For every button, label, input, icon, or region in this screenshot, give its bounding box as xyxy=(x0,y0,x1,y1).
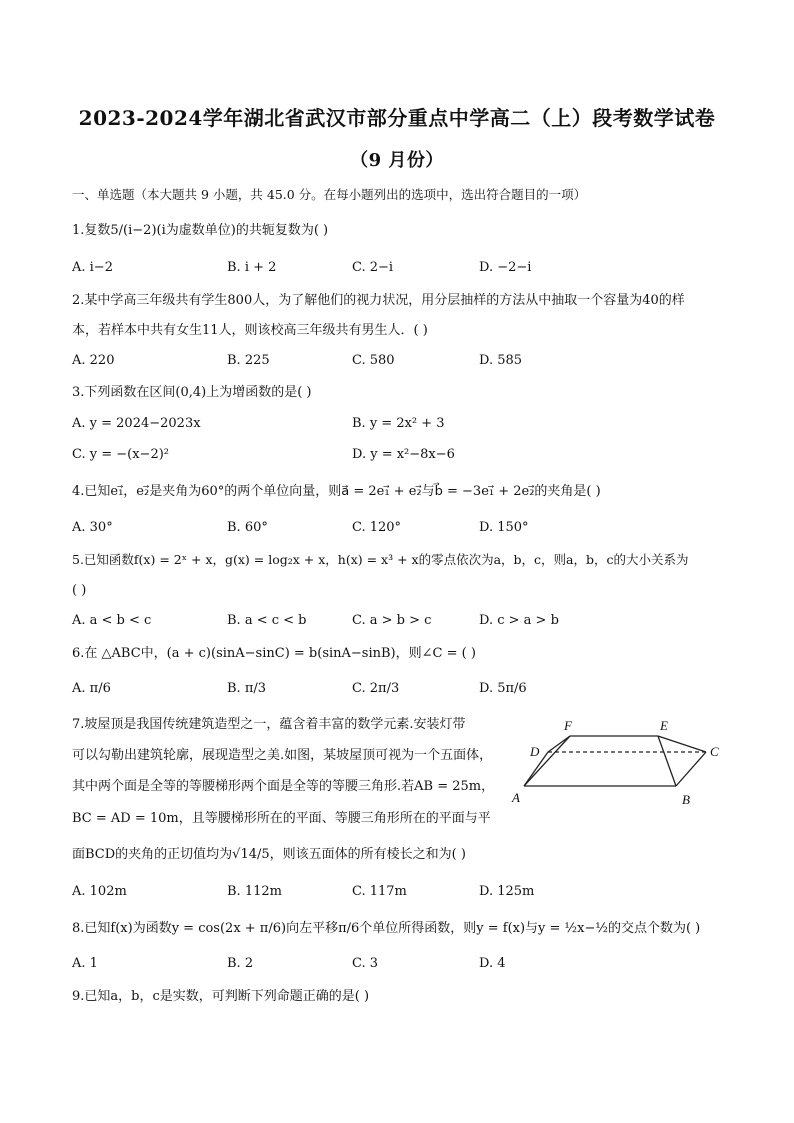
label-e: E xyxy=(660,718,668,733)
option-a[interactable]: A. y = 2024−2023x xyxy=(72,416,201,431)
option-a[interactable]: A. 1 xyxy=(72,956,98,971)
option-c[interactable]: C. a > b > c xyxy=(352,613,432,628)
option-d[interactable]: D. −2−i xyxy=(479,260,532,275)
question-2-line1: 2.某中学高三年级共有学生800人，为了解他们的视力状况，用分层抽样的方法从中抽取一个容量为40的样 xyxy=(72,293,685,308)
option-c[interactable]: C. y = −(x−2)² xyxy=(72,447,169,462)
option-c[interactable]: C. 580 xyxy=(352,353,395,368)
question-2-options xyxy=(72,353,722,371)
option-d[interactable]: D. y = x²−8x−6 xyxy=(352,447,455,462)
option-a[interactable]: A. 30° xyxy=(72,520,113,535)
label-f: F xyxy=(564,718,572,733)
question-1-options xyxy=(72,260,722,278)
option-a[interactable]: A. a < b < c xyxy=(72,613,152,628)
question-7-line3: 其中两个面是全等的等腰梯形两个面是全等的等腰三角形.若AB = 25m， xyxy=(72,779,495,794)
question-2-line2: 本，若样本中共有女生11人，则该校高三年级共有男生人．( ) xyxy=(72,323,428,338)
option-a[interactable]: A. i−2 xyxy=(72,260,113,275)
question-7-line4: BC = AD = 10m，且等腰梯形所在的平面、等腰三角形所在的平面与平 xyxy=(72,811,491,826)
option-d[interactable]: D. 150° xyxy=(479,520,529,535)
question-6: 6.在 △ABC中，(a + c)(sinA−sinC) = b(sinA−sinB)，则∠C = ( ) xyxy=(72,646,476,661)
option-b[interactable]: B. 2 xyxy=(227,956,254,971)
question-9: 9.已知a，b，c是实数，可判断下列命题正确的是( ) xyxy=(72,989,370,1004)
question-4-options xyxy=(72,520,722,538)
option-d[interactable]: D. 125m xyxy=(479,884,535,899)
exam-title-line1: 2023-2024学年湖北省武汉市部分重点中学高二（上）段考数学试卷 xyxy=(78,106,716,130)
option-a[interactable]: A. π/6 xyxy=(72,681,111,696)
label-a: A xyxy=(512,790,520,805)
option-a[interactable]: A. 220 xyxy=(72,353,115,368)
label-c: C xyxy=(710,744,719,759)
option-d[interactable]: D. 4 xyxy=(479,956,506,971)
option-a[interactable]: A. 102m xyxy=(72,884,127,899)
option-c[interactable]: C. 120° xyxy=(352,520,402,535)
question-4: 4.已知e₁⃗，e₂⃗是夹角为60°的两个单位向量，则a⃗ = 2e₁⃗ + e₂⃗与b⃗ = −3e₁⃗ + 2e₂⃗的夹角是( ) xyxy=(72,484,601,499)
option-b[interactable]: B. π/3 xyxy=(227,681,267,696)
question-3-options-row2 xyxy=(72,447,722,465)
question-3-options-row1 xyxy=(72,416,722,434)
exam-title-line2: （9 月份） xyxy=(350,150,444,171)
option-c[interactable]: C. 2−i xyxy=(352,260,394,275)
pentahedron-roof-figure xyxy=(508,714,728,814)
option-c[interactable]: C. 117m xyxy=(352,884,407,899)
question-3: 3.下列函数在区间(0,4)上为增函数的是( ) xyxy=(72,385,312,400)
option-c[interactable]: C. 2π/3 xyxy=(352,681,400,696)
question-5-line2: ( ) xyxy=(72,583,87,598)
question-8: 8.已知f(x)为函数y = cos(2x + π/6)向左平移π/6个单位所得函数，则y = f(x)与y = ½x−½的交点个数为( ) xyxy=(72,921,701,936)
question-7-line5: 面BCD的夹角的正切值均为√14/5，则该五面体的所有棱长之和为( ) xyxy=(72,847,466,862)
option-b[interactable]: B. 112m xyxy=(227,884,282,899)
option-b[interactable]: B. 60° xyxy=(227,520,268,535)
question-5-options xyxy=(72,613,722,631)
question-5-line1: 5.已知函数f(x) = 2ˣ + x，g(x) = log₂x + x，h(x) = x³ + x的零点依次为a，b，c，则a，b，c的大小关系为 xyxy=(72,552,689,567)
option-d[interactable]: D. 585 xyxy=(479,353,523,368)
question-1: 1.复数5/(i−2)(i为虚数单位)的共轭复数为( ) xyxy=(72,223,329,238)
option-b[interactable]: B. y = 2x² + 3 xyxy=(352,416,445,431)
question-6-options xyxy=(72,681,722,699)
option-d[interactable]: D. c > a > b xyxy=(479,613,559,628)
option-b[interactable]: B. 225 xyxy=(227,353,270,368)
label-d: D xyxy=(530,744,540,759)
option-c[interactable]: C. 3 xyxy=(352,956,379,971)
question-7-line1: 7.坡屋顶是我国传统建筑造型之一，蕴含着丰富的数学元素.安装灯带 xyxy=(72,717,466,732)
label-b: B xyxy=(682,792,690,807)
option-b[interactable]: B. a < c < b xyxy=(227,613,307,628)
question-7-line2: 可以勾勒出建筑轮廓，展现造型之美.如图，某坡屋顶可视为一个五面体， xyxy=(72,748,493,763)
question-8-options xyxy=(72,956,722,974)
option-b[interactable]: B. i + 2 xyxy=(227,260,277,275)
option-d[interactable]: D. 5π/6 xyxy=(479,681,527,696)
section-heading: 一、单选题（本大题共 9 小题，共 45.0 分。在每小题列出的选项中，选出符合题目的一项） xyxy=(72,187,587,202)
question-7-options xyxy=(72,884,722,902)
